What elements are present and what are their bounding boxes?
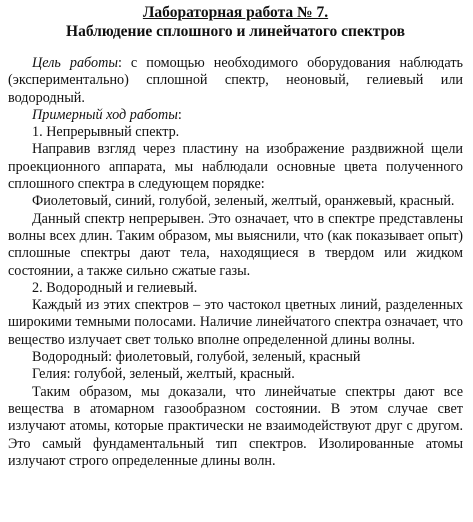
procedure-colon: : (177, 106, 182, 123)
document-title: Лабораторная работа № 7. (142, 4, 329, 21)
aim-paragraph (8, 55, 463, 107)
paragraph-6: Каждый из этих спектров – это частокол цветных линий, разделенных широкими темными полосами. Наличие линейчатого спектра означает, что вещество излучает свет только вполне определенной длины волны. (8, 297, 463, 348)
procedure-label: Примерный ход работы (32, 106, 178, 123)
document-header (8, 3, 463, 41)
aim-label: Цель работы (32, 55, 118, 71)
paragraph-5: 2. Водородный и гелиевый. (32, 279, 198, 296)
paragraph-7: Водородный: фиолетовый, голубой, зеленый, красный (32, 349, 361, 366)
procedure-heading (8, 107, 463, 124)
paragraph-3: Фиолетовый, синий, голубой, зеленый, желтый, оранжевый, красный. (32, 193, 455, 210)
paragraph-8: Гелия: голубой, зеленый, желтый, красный. (32, 366, 295, 383)
document-subtitle: Наблюдение сплошного и линейчатого спектров (66, 23, 405, 40)
paragraph-9: Таким образом, мы доказали, что линейчатые спектры дают все вещества в атомарном газообразном состоянии. В этом случае свет излучают атомы, которые практически не взаимодействуют друг с другом. Это самый фундаментальный тип спектров. Изолированные атомы излучают строго определенные длины волн. (8, 383, 463, 469)
paragraph-2: Направив взгляд через пластину на изображение раздвижной щели проекционного аппарата, мы наблюдали основные цвета полученного сплошного спектра в следующем порядке: (8, 141, 463, 193)
aim-text: : с помощью необходимого оборудования наблюдать (экспериментально) сплошной спектр, неоновый, гелиевый или водородный. (8, 55, 464, 106)
paragraph-4: Данный спектр непрерывен. Это означает, что в спектре представлены волны всех длин. Таким образом, мы выяснили, что (как показывает опыт) сплошные спектры дают тела, находящиеся в твердом или жидком состоянии, а также сильно сжатые газы. (8, 210, 463, 279)
paragraph-1: 1. Непрерывный спектр. (32, 124, 180, 141)
document-body (8, 55, 463, 470)
